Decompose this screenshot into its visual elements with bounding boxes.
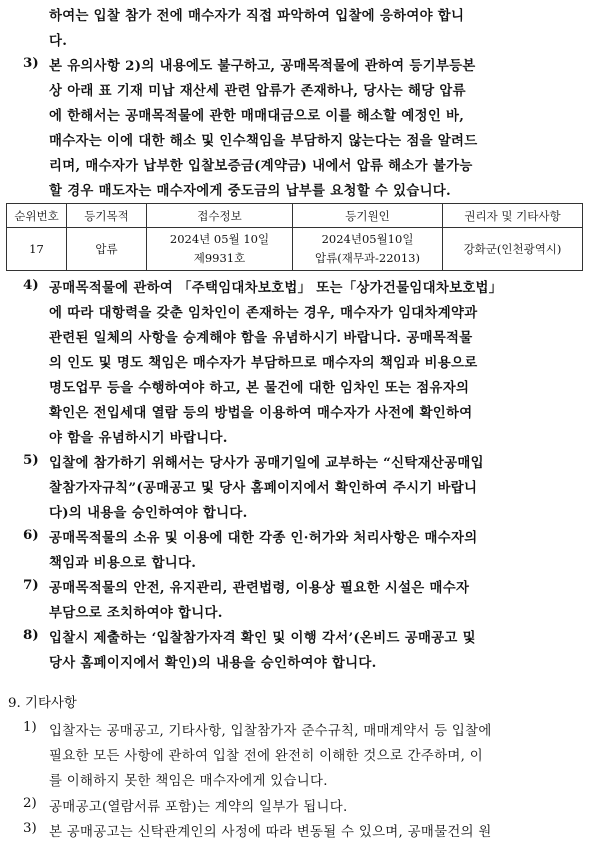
item-4-line-4: 의 인도 및 명도 책임은 매수자가 부담하므로 매수자의 책임과 비용으로	[49, 355, 478, 371]
section-9-item-3-line-1: 본 공매공고는 신탁관계인의 사정에 따라 변동될 수 있으며, 공매물건의 원	[49, 825, 492, 840]
item-7-line-1: 공매목적물의 안전, 유지관리, 관련법령, 이용상 필요한 시설은 매수자	[49, 580, 470, 596]
section-9-item-2-number: 2)	[23, 796, 37, 811]
item-3-line-1: 본 유의사항 2)의 내용에도 불구하고, 공매목적물에 관하여 등기부등본	[49, 58, 476, 74]
cell-receipt	[147, 228, 293, 271]
item-5-line-3: 다)의 내용을 승인하여야 합니다.	[49, 505, 248, 521]
cell-cause-detail: 압류(재무과-22013)	[315, 251, 420, 265]
section-9-heading: 9. 기타사항	[8, 696, 77, 711]
header-holder: 권리자 및 기타사항	[443, 204, 583, 228]
item-3-number: 3)	[23, 55, 39, 71]
item-3-line-4: 매수자는 이에 대한 해소 및 인수책임을 부담하지 않는다는 점을 알려드	[49, 133, 478, 149]
item-6-line-2: 책임과 비용으로 합니다.	[49, 555, 197, 571]
item-4-number: 4)	[23, 277, 39, 293]
cell-purpose: 압류	[67, 228, 147, 271]
item-6-number: 6)	[23, 527, 39, 543]
item-3-line-6: 할 경우 매도자는 매수자에게 중도금의 납부를 요청할 수 있습니다.	[49, 183, 452, 199]
item-4-line-7: 야 함을 유념하시기 바랍니다.	[49, 430, 228, 446]
item-3-line-2: 상 아래 표 기재 미납 재산세 관련 압류가 존재하나, 당사는 해당 압류	[49, 83, 466, 99]
item-7-line-2: 부담으로 조치하여야 합니다.	[49, 605, 223, 621]
registry-table	[6, 203, 583, 271]
section-9-item-1-number: 1)	[23, 720, 37, 735]
cell-receipt-date: 2024년 05월 10일	[169, 232, 270, 246]
cell-rank: 17	[7, 228, 67, 271]
item-4-line-2: 에 따라 대항력을 갖춘 임차인이 존재하는 경우, 매수자가 임대차계약과	[49, 305, 478, 321]
header-receipt: 접수정보	[147, 204, 293, 228]
cell-cause	[293, 228, 443, 271]
section-9-item-2-line-1: 공매공고(열람서류 포함)는 계약의 일부가 됩니다.	[49, 800, 348, 815]
header-rank: 순위번호	[7, 204, 67, 228]
continued-text-line-1: 하여는 입찰 참가 전에 매수자가 직접 파악하여 입찰에 응하여야 합니	[49, 8, 465, 24]
cell-receipt-number: 제9931호	[193, 251, 246, 265]
item-8-line-2: 당사 홈페이지에서 확인)의 내용을 승인하여야 합니다.	[49, 655, 377, 671]
header-cause: 등기원인	[293, 204, 443, 228]
continued-text-line-2: 다.	[49, 33, 68, 49]
section-9-item-1-line-1: 입찰자는 공매공고, 기타사항, 입찰참가자 준수규칙, 매매계약서 등 입찰에	[49, 724, 492, 739]
table-row	[7, 228, 583, 271]
item-4-line-1: 공매목적물에 관하여 「주택임대차보호법」 또는「상가건물임대차보호법」	[49, 280, 503, 296]
header-purpose: 등기목적	[67, 204, 147, 228]
item-4-line-3: 관련된 일체의 사항을 승계해야 함을 유념하시기 바랍니다. 공매목적물	[49, 330, 473, 346]
item-8-number: 8)	[23, 627, 39, 643]
item-3-line-5: 리며, 매수자가 납부한 입찰보증금(계약금) 내에서 압류 해소가 불가능	[49, 158, 473, 174]
section-9-item-1-line-3: 를 이해하지 못한 책임은 매수자에게 있습니다.	[49, 774, 328, 789]
section-9-item-3-number: 3)	[23, 821, 37, 836]
item-5-line-2: 찰참가자규칙”(공매공고 및 당사 홈페이지에서 확인하여 주시기 바랍니	[49, 480, 478, 496]
item-4-line-5: 명도업무 등을 수행하여야 하고, 본 물건에 대한 임차인 또는 점유자의	[49, 380, 470, 396]
item-8-line-1: 입찰시 제출하는 ‘입찰참가자격 확인 및 이행 각서’(온비드 공매공고 및	[49, 630, 476, 646]
item-3-line-3: 에 한해서는 공매목적물에 관한 매매대금으로 이를 해소할 예정인 바,	[49, 108, 465, 124]
cell-holder: 강화군(인천광역시)	[443, 228, 583, 271]
item-5-number: 5)	[23, 452, 39, 468]
item-6-line-1: 공매목적물의 소유 및 이용에 대한 각종 인·허가와 처리사항은 매수자의	[49, 530, 478, 546]
cell-cause-date: 2024년05월10일	[321, 232, 414, 246]
item-5-line-1: 입찰에 참가하기 위해서는 당사가 공매기일에 교부하는 “신탁재산공매입	[49, 455, 484, 471]
section-9-item-1-line-2: 필요한 모든 사항에 관하여 입찰 전에 완전히 이해한 것으로 간주하며, 이	[49, 749, 483, 764]
item-4-line-6: 확인은 전입세대 열람 등의 방법을 이용하여 매수자가 사전에 확인하여	[49, 405, 473, 421]
table-header-row	[7, 204, 583, 228]
item-7-number: 7)	[23, 577, 39, 593]
